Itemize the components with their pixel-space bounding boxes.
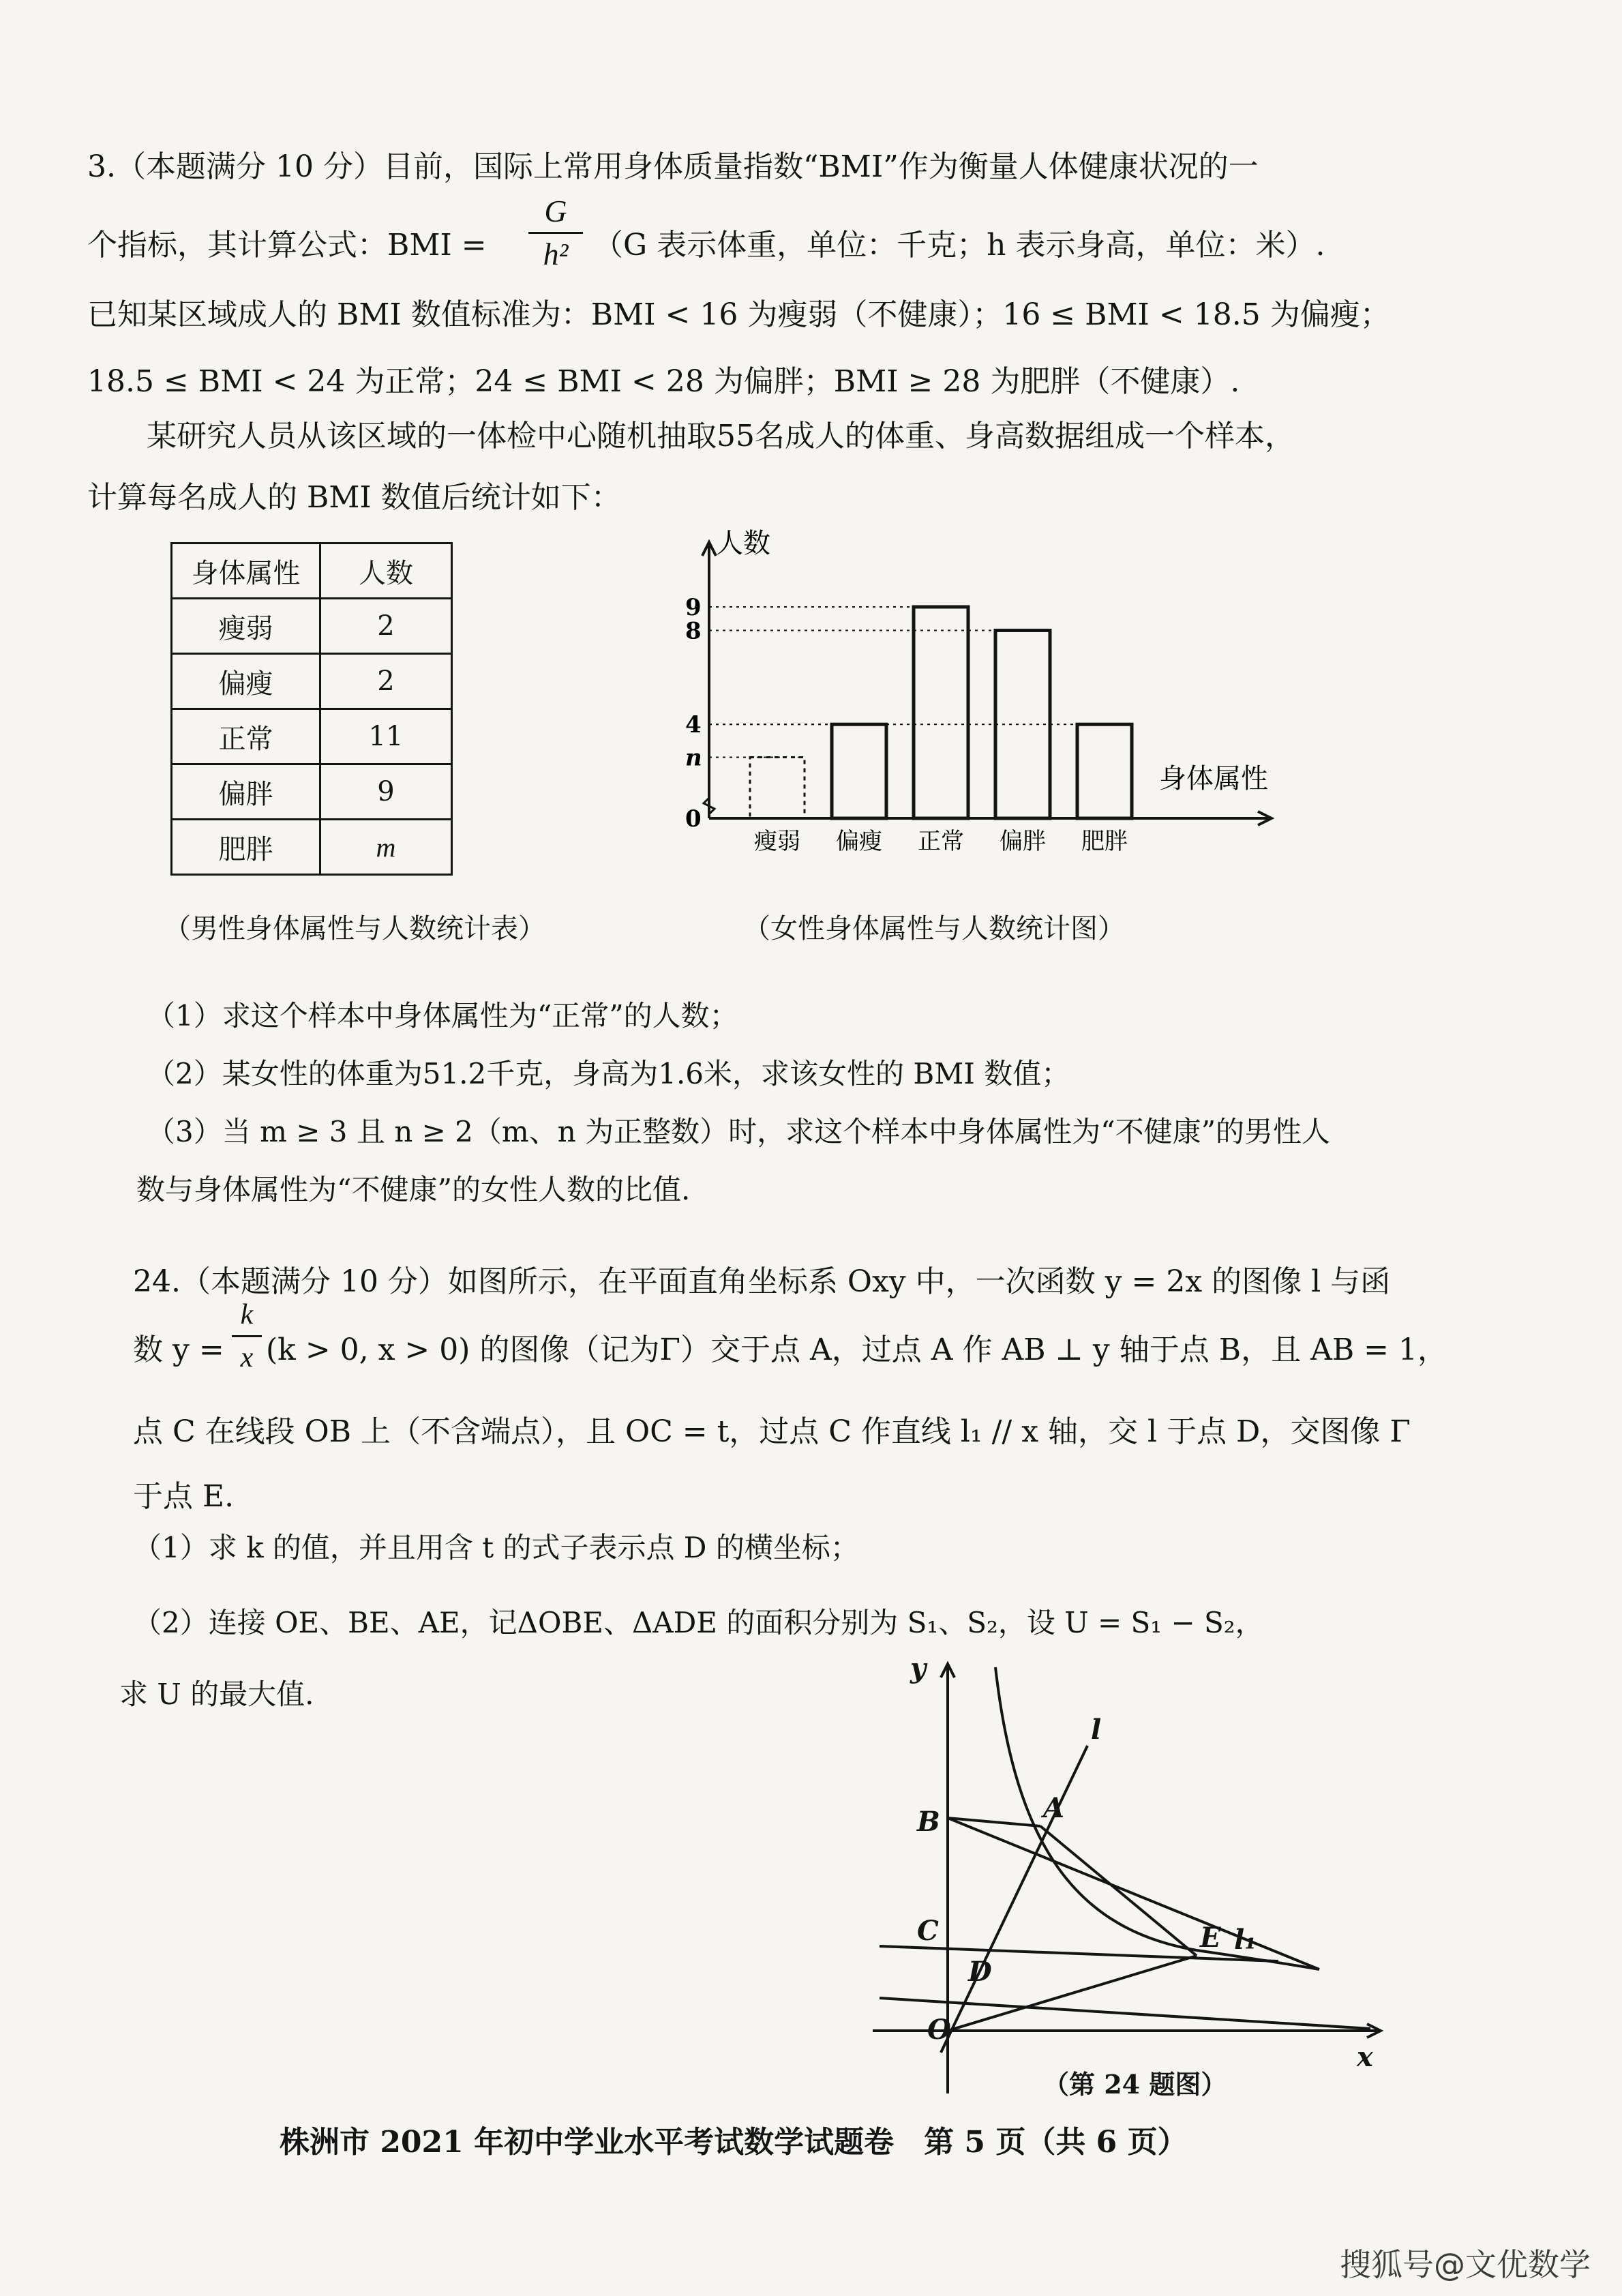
table-cell: 2 [320,654,452,709]
table-cell: 11 [320,709,452,764]
y-tick-label: 9 [685,594,702,621]
label-l: l [1091,1714,1102,1746]
table-row [172,654,452,709]
segment-AE [1040,1826,1197,1956]
q23-line5: 某研究人员从该区域的一体检中心随机抽取55名成人的体重、身高数据组成一个样本， [147,419,1295,453]
q23-sub2: （2）某女性的体重为51.2千克，身高为1.6米，求该女性的 BMI 数值； [147,1057,1070,1090]
table-cell: 正常 [172,709,320,764]
table-cell: 偏瘦 [172,654,320,709]
fraction-bar [232,1335,262,1337]
bar [750,757,805,818]
figure-caption: （第 24 题图） [1043,2069,1227,2100]
x-axis-label: 身体属性 [1159,763,1268,794]
formula-numerator: G [544,194,567,228]
x-tick-label: 偏胖 [1000,828,1046,855]
k-over-x-fraction [232,1296,262,1377]
q23-line4: 18.5 ≤ BMI < 24 为正常；24 ≤ BMI < 28 为偏胖；BMI ≥ 28 为肥胖（不健康）. [87,364,1240,399]
label-C: C [917,1915,939,1947]
bar [1077,724,1132,818]
watermark: 搜狐号@文优数学 [1340,2246,1591,2283]
q24-line4: 于点 E. [133,1479,235,1514]
table-row [172,599,452,654]
x-tick-label: 偏瘦 [836,828,882,855]
table-cell: 偏胖 [172,764,320,820]
q24-geometry-figure [852,1657,1411,2114]
y-tick-label: 4 [685,711,702,739]
y-tick-label: 8 [685,617,702,645]
segment-BE [948,1818,1319,1969]
q24-sub2: （2）连接 OE、BE、AE，记ΔOBE、ΔADE 的面积分别为 S₁、S₂，设 U = S₁ − S₂， [133,1606,1264,1639]
label-D: D [968,1956,992,1988]
label-E: E [1200,1922,1221,1954]
fraction-numerator: k [240,1299,254,1330]
q23-line6: 计算每名成人的 BMI 数值后统计如下： [87,480,621,515]
table-row [172,764,452,820]
y-axis-label: 人数 [716,528,770,559]
table-cell: 2 [320,599,452,654]
q24-line2-a: 数 y = [133,1332,224,1367]
table-caption: （男性身体属性与人数统计表） [164,913,545,944]
q23-line2-b: （G 表示体重，单位：千克；h 表示身高，单位：米）. [593,228,1325,263]
x-tick-label: 肥胖 [1081,828,1128,855]
q24-line1: 24.（本题满分 10 分）如图所示，在平面直角坐标系 Oxy 中，一次函数 y = 2x 的图像 l 与函 [133,1264,1391,1299]
table-header-cell: 身体属性 [172,543,320,599]
q23-sub1: （1）求这个样本中身体属性为“正常”的人数； [147,999,738,1032]
female-bar-chart [655,518,1323,873]
formula-denominator: h² [543,237,569,271]
label-A: A [1043,1792,1065,1824]
chart-caption: （女性身体属性与人数统计图） [743,913,1125,944]
page-footer: 株洲市 2021 年初中学业水平考试数学试题卷 第 5 页（共 6 页） [280,2125,1188,2160]
bmi-formula-fraction [528,192,583,273]
bar [832,724,886,818]
x-tick-label: 正常 [918,828,964,855]
fraction-bar [528,232,583,234]
table-row [172,820,452,875]
q24-sub2-b: 求 U 的最大值. [119,1678,314,1711]
x-tick-label: 瘦弱 [754,828,800,855]
label-y: y [910,1657,927,1684]
chart-layer [685,528,1272,855]
table-cell: 瘦弱 [172,599,320,654]
q23-line1: 3.（本题满分 10 分）目前，国际上常用身体质量指数“BMI”作为衡量人体健康状况的一 [87,149,1259,184]
q24-sub1: （1）求 k 的值，并且用含 t 的式子表示点 D 的横坐标； [133,1531,859,1564]
q23-sub3-b: 数与身体属性为“不健康”的女性人数的比值. [136,1173,691,1206]
table-header-row [172,543,452,599]
q24-line3: 点 C 在线段 OB 上（不含端点），且 OC = t，过点 C 作直线 l₁ // x 轴，交 l 于点 D，交图像 Γ [133,1414,1411,1449]
label-l1: l₁ [1234,1924,1257,1956]
q23-sub3-a: （3）当 m ≥ 3 且 n ≥ 2（m、n 为正整数）时，求这个样本中身体属性为“不健康”的男性人 [147,1115,1331,1148]
y-tick-label: 0 [685,805,702,833]
label-x: x [1357,2041,1373,2073]
q24-line2-b: (k > 0, x > 0) 的图像（记为Γ）交于点 A，过点 A 作 AB ⊥ y 轴于点 B，且 AB = 1， [266,1332,1448,1367]
male-stats-table [170,542,453,876]
label-O: O [927,2014,951,2046]
table-row [172,709,452,764]
table-cell: 肥胖 [172,820,320,875]
table-header-cell: 人数 [320,543,452,599]
table-cell: m [320,820,452,875]
fraction-denominator: x [240,1342,254,1373]
label-B: B [917,1806,940,1838]
table-cell: 9 [320,764,452,820]
q23-line2-a: 个指标，其计算公式：BMI = [87,228,487,263]
q23-line3: 已知某区域成人的 BMI 数值标准为：BMI < 16 为瘦弱（不健康）；16 ≤ BMI < 18.5 为偏瘦； [87,297,1390,332]
bar [914,607,968,818]
y-tick-label: n [685,744,702,772]
